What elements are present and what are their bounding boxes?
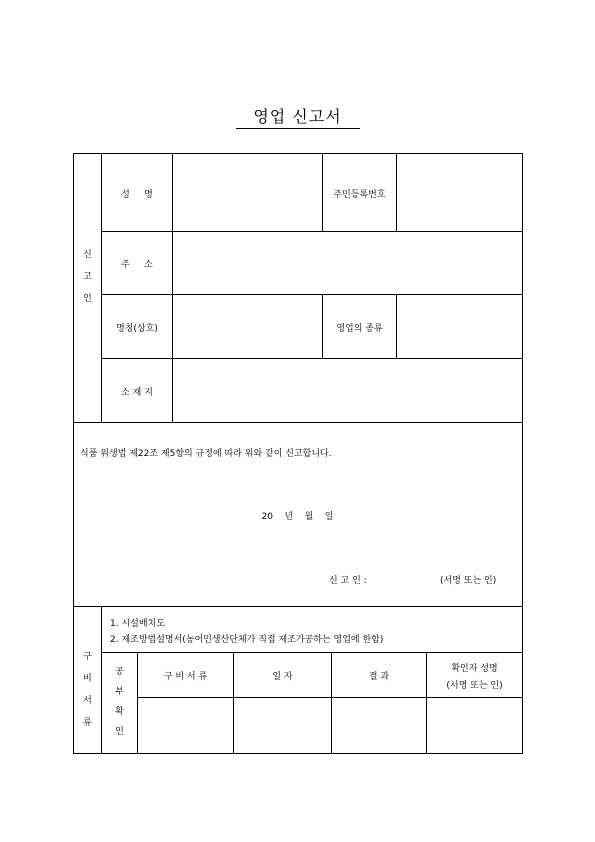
col-result-header: 결 과 (368, 672, 390, 682)
trade-name-label: 명칭(상호) (116, 324, 158, 334)
address-field[interactable] (173, 232, 522, 294)
date-cell[interactable] (234, 698, 331, 753)
name-label: 성 명 (121, 190, 153, 200)
document-item-2: 2. 제조방법설명서(농어민생산단체가 직접 제조가공하는 영업에 한함) (110, 635, 384, 645)
trade-name-field[interactable] (173, 295, 322, 358)
page-title: 영업 신고서 (253, 107, 342, 126)
col-docs-header: 구 비 서 류 (163, 672, 208, 682)
signer-name-field[interactable] (375, 568, 435, 586)
location-field[interactable] (173, 359, 522, 422)
address-label: 주 소 (121, 260, 153, 270)
business-type-label: 영업의 종류 (336, 324, 383, 334)
col-confirmer-header: 확인자 성명 (451, 664, 498, 674)
name-field[interactable] (173, 154, 322, 231)
document-item-1: 1. 시설배치도 (110, 619, 165, 629)
documents-side-label: 구 비 서 류 (83, 652, 92, 728)
docs-cell[interactable] (138, 698, 233, 753)
signature-note: (서명 또는 인) (440, 576, 497, 586)
confirmer-cell[interactable] (427, 698, 522, 753)
signer-label: 신 고 인 : (329, 576, 367, 586)
declaration-statement: 식품 위생법 제22조 제5항의 규정에 따라 위와 같이 신고합니다. (80, 449, 332, 459)
resident-no-field[interactable] (397, 154, 522, 231)
business-type-field[interactable] (397, 295, 522, 358)
applicant-side-label: 신 고 인 (83, 250, 92, 304)
col-date-header: 일 자 (272, 672, 293, 682)
declaration-date: 20 년 월 일 (261, 512, 334, 522)
col-confirmer-note: (서명 또는 인) (446, 681, 503, 691)
result-cell[interactable] (332, 698, 426, 753)
confirm-side-label: 공 부 확 인 (115, 667, 124, 737)
resident-no-label: 주민등록번호 (333, 190, 386, 200)
location-label: 소 재 지 (121, 388, 153, 398)
